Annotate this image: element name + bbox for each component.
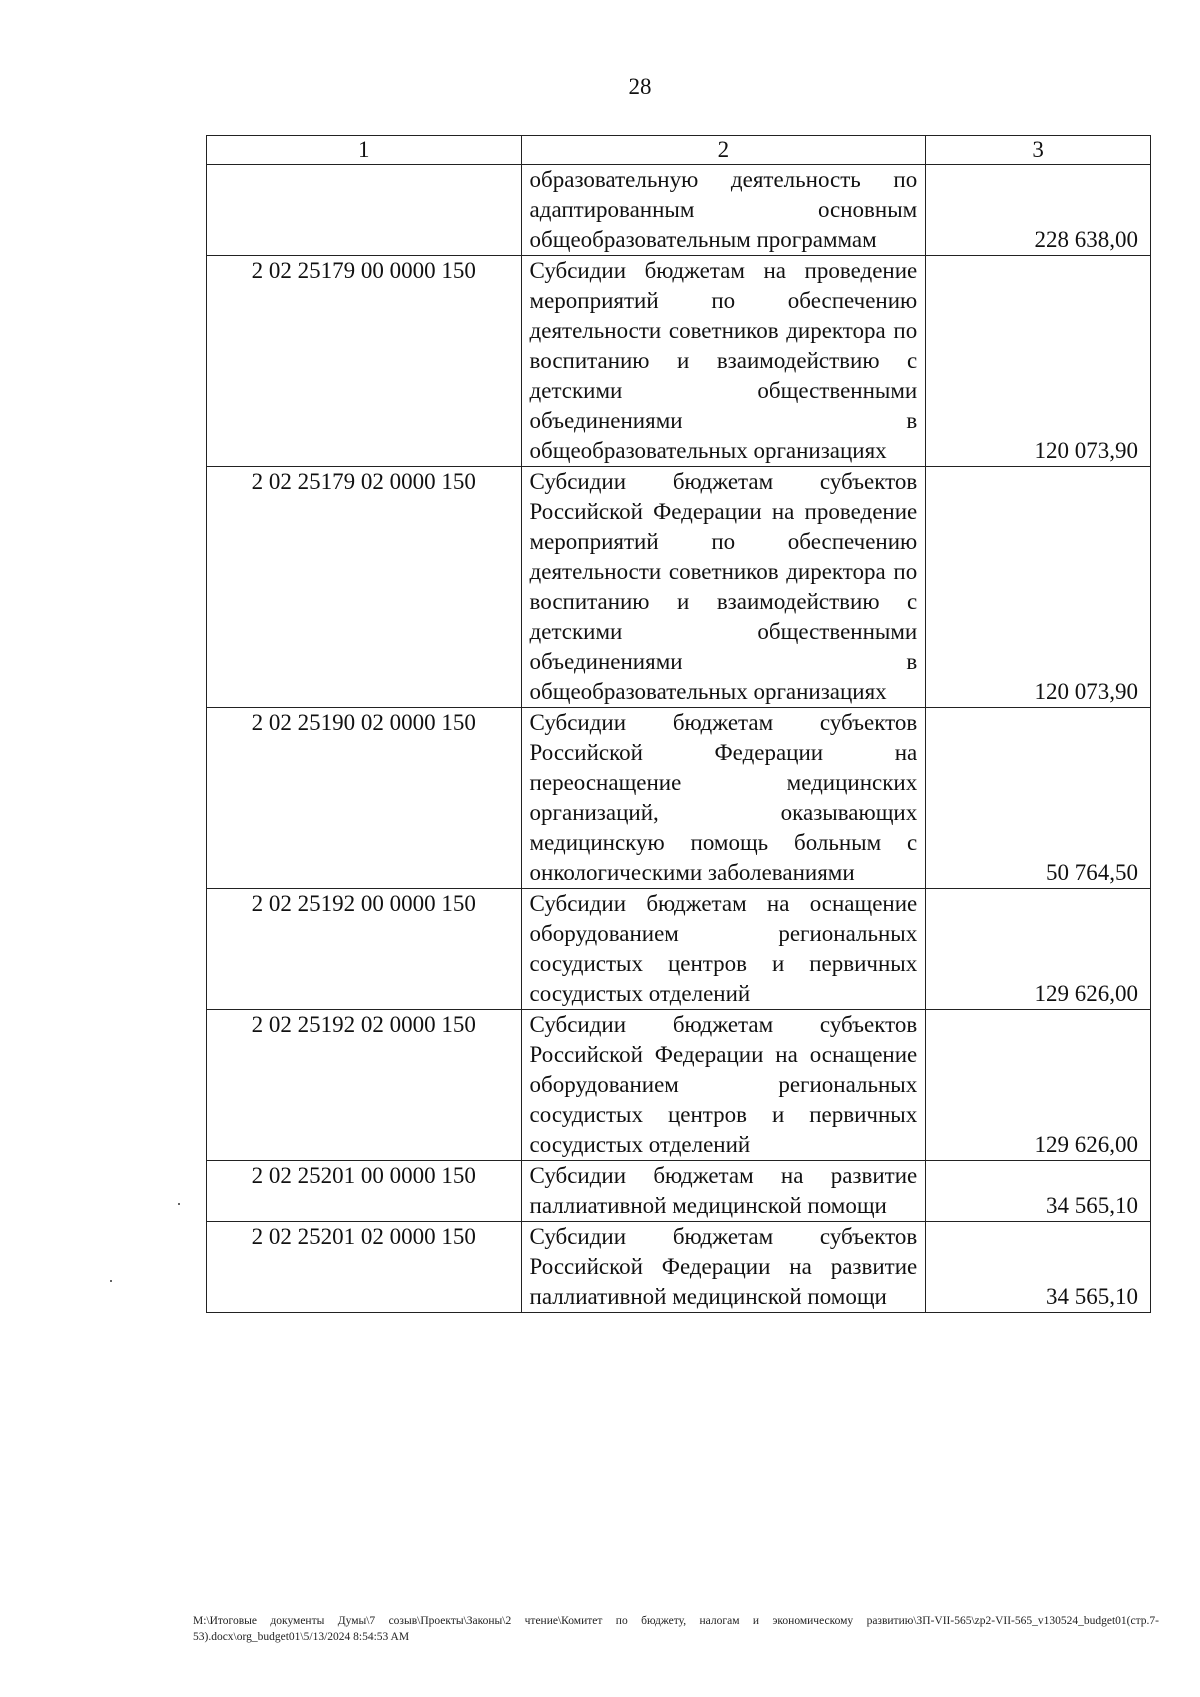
row-sum: 120 073,90	[926, 256, 1151, 467]
row-code: 2 02 25201 00 0000 150	[207, 1161, 522, 1222]
row-name: Субсидии бюджетам субъектов Российской Федерации на оснащение оборудованием региональных сосудистых центров и первичных сосудистых отделений	[521, 1010, 926, 1161]
row-name: Субсидии бюджетам субъектов Российской Федерации на развитие паллиативной медицинской помощи	[521, 1222, 926, 1313]
header-col-2: 2	[521, 136, 926, 165]
row-code: 2 02 25192 02 0000 150	[207, 1010, 522, 1161]
table-row	[207, 1010, 1151, 1161]
page-number: 28	[628, 74, 652, 99]
scan-speck	[110, 1280, 112, 1282]
row-name: Субсидии бюджетам субъектов Российской Федерации на проведение мероприятий по обеспечению деятельности советников директора по воспитанию и взаимодействию с детскими общественными объединениями в общеобразовательных организациях	[521, 467, 926, 708]
row-code	[207, 165, 522, 256]
row-name: образовательную деятельность по адаптированным основным общеобразовательным программам	[521, 165, 926, 256]
row-name: Субсидии бюджетам на проведение мероприятий по обеспечению деятельности советников директора по воспитанию и взаимодействию с детскими общественными объединениями в общеобразовательных организациях	[521, 256, 926, 467]
row-code: 2 02 25192 00 0000 150	[207, 889, 522, 1010]
row-sum: 34 565,10	[926, 1222, 1151, 1313]
row-sum: 120 073,90	[926, 467, 1151, 708]
row-name: Субсидии бюджетам на развитие паллиативной медицинской помощи	[521, 1161, 926, 1222]
header-row	[207, 136, 1151, 165]
row-sum: 129 626,00	[926, 1010, 1151, 1161]
table-row	[207, 889, 1151, 1010]
table-row	[207, 1161, 1151, 1222]
row-code: 2 02 25179 00 0000 150	[207, 256, 522, 467]
table-row	[207, 708, 1151, 889]
row-code: 2 02 25190 02 0000 150	[207, 708, 522, 889]
row-name: Субсидии бюджетам субъектов Российской Федерации на переоснащение медицинских организаций, оказывающих медицинскую помощь больным с онкологическими заболеваниями	[521, 708, 926, 889]
scan-speck	[178, 1203, 180, 1205]
row-sum: 50 764,50	[926, 708, 1151, 889]
row-sum: 34 565,10	[926, 1161, 1151, 1222]
row-sum: 129 626,00	[926, 889, 1151, 1010]
row-code: 2 02 25201 02 0000 150	[207, 1222, 522, 1313]
table-row	[207, 256, 1151, 467]
table-row	[207, 165, 1151, 256]
row-sum: 228 638,00	[926, 165, 1151, 256]
row-code: 2 02 25179 02 0000 150	[207, 467, 522, 708]
document-path-footer: M:\Итоговые документы Думы\7 созыв\Проекты\Законы\2 чтение\Комитет по бюджету, налогам и экономическому развитию\ЗП-VII-565\zp2-VII-565_v130524_budget01(стр.7-53).docx\org_budget01\5/13/2024 8:54:53 AM	[193, 1615, 1159, 1643]
header-col-1: 1	[207, 136, 522, 165]
budget-table	[206, 135, 1151, 1313]
table-row	[207, 1222, 1151, 1313]
table-row	[207, 467, 1151, 708]
row-name: Субсидии бюджетам на оснащение оборудованием региональных сосудистых центров и первичных сосудистых отделений	[521, 889, 926, 1010]
header-col-3: 3	[926, 136, 1151, 165]
